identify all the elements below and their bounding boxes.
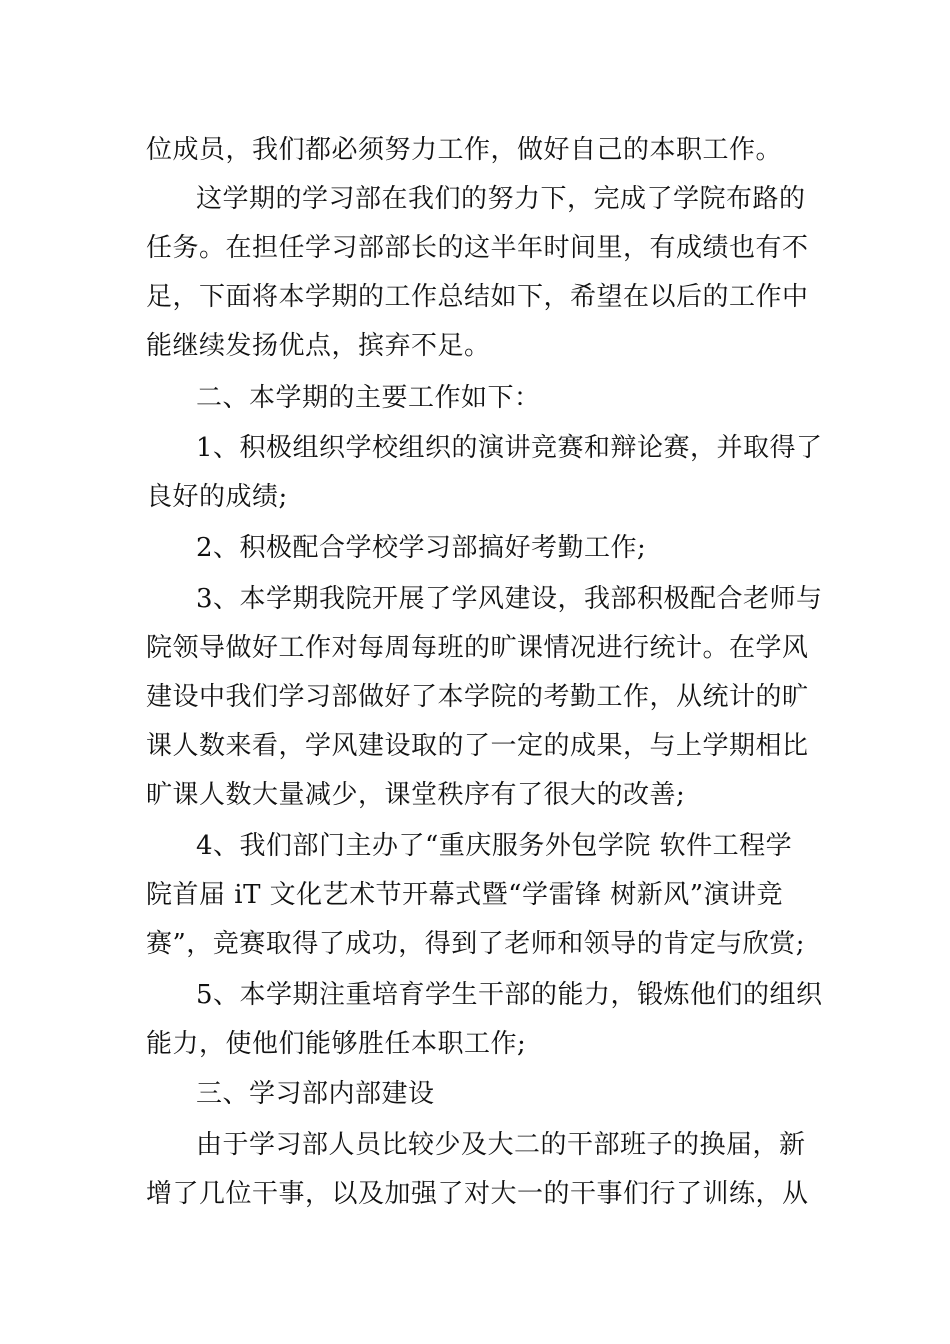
list-item-4-line-2: 院首届 iT 文化艺术节开幕式暨“学雷锋 树新风”演讲竞 [146, 880, 784, 910]
text-line-5: 能继续发扬优点，摈弃不足。 [146, 331, 491, 361]
list-item-3-line-4: 课人数来看，学风建设取的了一定的成果，与上学期相比 [146, 731, 809, 761]
list-item-2: 2、积极配合学校学习部搞好考勤工作; [196, 533, 647, 563]
list-item-1-line-1: 1、积极组织学校组织的演讲竞赛和辩论赛，并取得了 [196, 433, 823, 463]
paragraph-line-22: 增了几位干事，以及加强了对大一的干事们行了训练，从 [146, 1179, 809, 1209]
paragraph-line-2: 这学期的学习部在我们的努力下，完成了学院布路的 [196, 184, 806, 214]
list-item-5-line-1: 5、本学期注重培育学生干部的能力，锻炼他们的组织 [196, 980, 823, 1010]
list-item-3-line-1: 3、本学期我院开展了学风建设，我部积极配合老师与 [196, 584, 823, 614]
list-item-3-line-2: 院领导做好工作对每周每班的旷课情况进行统计。在学风 [146, 633, 809, 663]
text-line-4: 足，下面将本学期的工作总结如下，希望在以后的工作中 [146, 282, 809, 312]
list-item-1-line-2: 良好的成绩; [146, 482, 288, 512]
list-item-4-line-1: 4、我们部门主办了“重庆服务外包学院 软件工程学 [196, 831, 793, 861]
section-heading-3: 三、学习部内部建设 [196, 1079, 435, 1109]
list-item-4-line-3: 赛”，竞赛取得了成功，得到了老师和领导的肯定与欣赏; [146, 929, 806, 959]
list-item-3-line-3: 建设中我们学习部做好了本学院的考勤工作，从统计的旷 [146, 682, 809, 712]
text-line-1: 位成员，我们都必须努力工作，做好自己的本职工作。 [146, 135, 783, 165]
list-item-3-line-5: 旷课人数大量减少，课堂秩序有了很大的改善; [146, 780, 686, 810]
section-heading-2: 二、本学期的主要工作如下： [196, 383, 541, 413]
text-line-3: 任务。在担任学习部部长的这半年时间里，有成绩也有不 [146, 233, 809, 263]
paragraph-line-21: 由于学习部人员比较少及大二的干部班子的换届，新 [196, 1130, 806, 1160]
list-item-5-line-2: 能力，使他们能够胜任本职工作; [146, 1029, 527, 1059]
